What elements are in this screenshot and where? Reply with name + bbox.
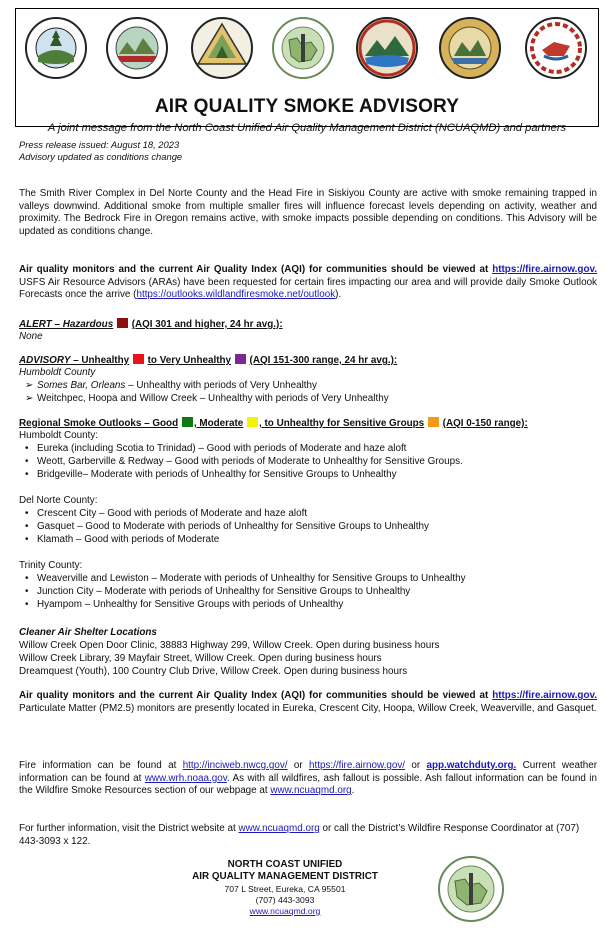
del-norte-label: Del Norte County: <box>19 495 98 506</box>
advisory-label: ADVISORY <box>19 355 71 366</box>
bullet-icon: • <box>25 469 29 480</box>
advisory-text: Weitchpec, Hoopa and Willow Creek – Unhealthy with periods of Very Unhealthy <box>37 393 389 404</box>
advisory-item <box>25 393 389 406</box>
regional-list-item <box>25 599 343 612</box>
shelter-item: Willow Creek Open Door Clinic, 38883 Highway 299, Willow Creek. Open during business hours <box>19 640 440 651</box>
footer-address: 707 L Street, Eureka, CA 95501 <box>224 884 346 894</box>
noaa-link[interactable]: www.wrh.noaa.gov <box>144 772 227 784</box>
shelter-item: Willow Creek Library, 39 Mayfair Street, Willow Creek. Open during business hours <box>19 653 382 664</box>
fire-info-paragraph <box>19 760 597 798</box>
bullet-icon: • <box>25 521 29 532</box>
ncuaqmd-seal <box>271 16 335 80</box>
footer-website-link[interactable]: www.ncuaqmd.org <box>249 906 321 916</box>
regional-list-item <box>25 443 406 456</box>
inciweb-link[interactable]: http://inciweb.nwcg.gov/ <box>182 760 288 771</box>
fire-info-text: . As with all wildfires, ash fallout is possible. Ash fallout information can be found in the Wildfire Smoke Resources section of our webpage at <box>19 772 597 797</box>
bullet-icon: • <box>25 534 29 545</box>
advisory-very-unhealthy-label: to Very Unhealthy <box>147 355 232 366</box>
advisory-heading <box>19 354 597 368</box>
monitors-bold-text: Air quality monitors and the current Air Quality Index (AQI) for communities should be viewed at <box>19 690 489 701</box>
regional-item-text: Weott, Garberville & Redway – Good with periods of Moderate to Unhealthy for Sensitive Groups. <box>37 456 463 467</box>
advisory-text: – Unhealthy with periods of Very Unhealthy <box>125 380 317 391</box>
airnow-link[interactable]: https://fire.airnow.gov. <box>492 264 597 275</box>
intro-paragraph: The Smith River Complex in Del Norte County and the Head Fire in Siskiyou County are active with smoke remaining trapped in valleys downwind. Additional smoke from multiple smaller fires will influence forecast levels depending on activity, weather and proximity. The Bedrock Fire in Oregon remains active, with smoke impacts possible depending on conditions. This Advisory will be updated as conditions change. <box>19 188 597 238</box>
shelters-heading: Cleaner Air Shelter Locations <box>19 627 157 638</box>
tribal-landscape-seal <box>355 16 419 80</box>
ncuaqmd-link[interactable]: www.ncuaqmd.org <box>238 823 320 834</box>
moderate-color-swatch <box>247 417 258 427</box>
ara-text-end: ). <box>335 289 342 301</box>
alert-range: (AQI 301 and higher, 24 hr avg.): <box>131 319 283 330</box>
footer-org-name-line2: AIR QUALITY MANAGEMENT DISTRICT <box>192 871 378 882</box>
bullet-icon: • <box>25 443 29 454</box>
updated-note: Advisory updated as conditions change <box>19 151 183 162</box>
fire-info-text: Fire information can be found at <box>19 760 183 771</box>
watchduty-link[interactable]: app.watchduty.org. <box>426 760 517 771</box>
alert-label: ALERT – Hazardous <box>19 319 114 330</box>
hoopa-valley-tribe-seal <box>105 16 169 80</box>
page-subtitle: A joint message from the North Coast Unified Air Quality Management District (NCUAQMD) and partners <box>47 122 567 134</box>
regional-list-item <box>25 469 397 482</box>
unhealthy-color-swatch <box>133 354 144 364</box>
shelter-item: Dreamquest (Youth), 100 Country Club Drive, Willow Creek. Open during business hours <box>19 666 408 677</box>
regional-list-item <box>25 521 429 534</box>
bullet-icon: • <box>25 573 29 584</box>
tribal-emblem-seal <box>524 16 588 80</box>
further-info-text: or call the District’s Wildfire Response Coordinator at (707) 443-3093 x 122. <box>19 823 580 847</box>
monitors-paragraph-2 <box>19 690 597 715</box>
ncuaqmd-link[interactable]: www.ncuaqmd.org <box>270 785 352 797</box>
bullet-icon: • <box>25 456 29 467</box>
airnow-link[interactable]: https://fire.airnow.gov. <box>492 690 597 701</box>
regional-item-text: Hyampom – Unhealthy for Sensitive Groups with periods of Unhealthy <box>37 599 344 610</box>
partner-logos <box>24 16 592 86</box>
press-release-date: Press release issued: August 18, 2023 <box>19 139 180 150</box>
fire-info-text: or <box>405 760 427 771</box>
fire-info-text: Current weather information can be found at <box>19 760 597 784</box>
regional-item-text: Junction City – Moderate with periods of Unhealthy for Sensitive Groups to Unhealthy <box>37 586 411 597</box>
footer-phone: (707) 443-3093 <box>255 895 315 905</box>
regional-item-text: Weaverville and Lewiston – Moderate with periods of Unhealthy for Sensitive Groups to Unhealthy <box>37 573 466 584</box>
alert-heading <box>19 318 597 332</box>
hazardous-color-swatch <box>117 318 128 328</box>
fire-info-text: or <box>287 760 309 771</box>
advisory-item <box>25 380 317 393</box>
advisory-range: (AQI 151-300 range, 24 hr avg.): <box>249 355 398 366</box>
advisory-place: Somes Bar, Orleans <box>37 380 126 391</box>
footer-org-name: NORTH COAST UNIFIED <box>227 859 343 870</box>
regional-item-text: Eureka (including Scotia to Trinidad) – Good with periods of Moderate and haze aloft <box>37 443 407 454</box>
regional-item-text: Crescent City – Good with periods of Moderate and haze aloft <box>37 508 308 519</box>
regional-usg-label: , to Unhealthy for Sensitive Groups <box>259 418 425 429</box>
ara-text: USFS Air Resource Advisors (ARAs) have been requested for certain fires impacting our area and will provide daily Smoke Outlook Forecasts once the arrive ( <box>19 276 597 301</box>
del-norte-county-seal <box>438 16 502 80</box>
trinity-county-seal <box>190 16 254 80</box>
regional-list-item <box>25 534 219 547</box>
bullet-icon: • <box>25 599 29 610</box>
bullet-icon: • <box>25 508 29 519</box>
regional-item-text: Klamath – Good with periods of Moderate <box>37 534 220 545</box>
usg-color-swatch <box>428 417 439 427</box>
regional-moderate-label: , Moderate <box>193 418 244 429</box>
regional-list-item <box>25 586 410 599</box>
regional-list-item <box>25 456 463 469</box>
further-info-text: For further information, visit the District website at <box>19 823 239 834</box>
ncuaqmd-footer-seal <box>437 855 505 923</box>
pm25-text: Particulate Matter (PM2.5) monitors are presently located in Eureka, Crescent City, Hoopa, Willow Creek, Weaverville, and Gasquet. <box>19 702 597 714</box>
trinity-label: Trinity County: <box>19 560 83 571</box>
regional-item-text: Gasquet – Good to Moderate with periods of Unhealthy for Sensitive Groups to Unhealthy <box>37 521 429 532</box>
advisory-unhealthy-label: – Unhealthy <box>70 355 130 366</box>
regional-list-item <box>25 573 466 586</box>
regional-item-text: Bridgeville– Moderate with periods of Unhealthy for Sensitive Groups to Unhealthy <box>37 469 397 480</box>
alert-value: None <box>19 331 43 342</box>
outlook-link[interactable]: https://outlooks.wildlandfiresmoke.net/outlook <box>136 289 336 301</box>
good-color-swatch <box>182 417 193 427</box>
monitors-bold-text: Air quality monitors and the current Air Quality Index (AQI) for communities should be viewed at <box>19 264 489 275</box>
regional-list-item <box>25 508 307 521</box>
airnow-link[interactable]: https://fire.airnow.gov/ <box>308 760 406 771</box>
humboldt-county-seal <box>24 16 88 80</box>
bullet-icon: • <box>25 586 29 597</box>
page-title: AIR QUALITY SMOKE ADVISORY <box>154 96 460 117</box>
regional-range: (AQI 0-150 range): <box>442 418 528 429</box>
fire-info-text: . <box>351 785 355 797</box>
regional-good-label: Regional Smoke Outlooks – Good <box>19 418 179 429</box>
humboldt-label: Humboldt County: <box>19 430 99 441</box>
advisory-county: Humboldt County <box>19 367 96 378</box>
regional-heading <box>19 417 597 431</box>
very-unhealthy-color-swatch <box>235 354 246 364</box>
arrow-bullet-icon: ➢ <box>25 380 34 391</box>
monitors-paragraph-1 <box>19 264 597 302</box>
arrow-bullet-icon: ➢ <box>25 393 34 404</box>
further-info-paragraph <box>19 823 597 848</box>
